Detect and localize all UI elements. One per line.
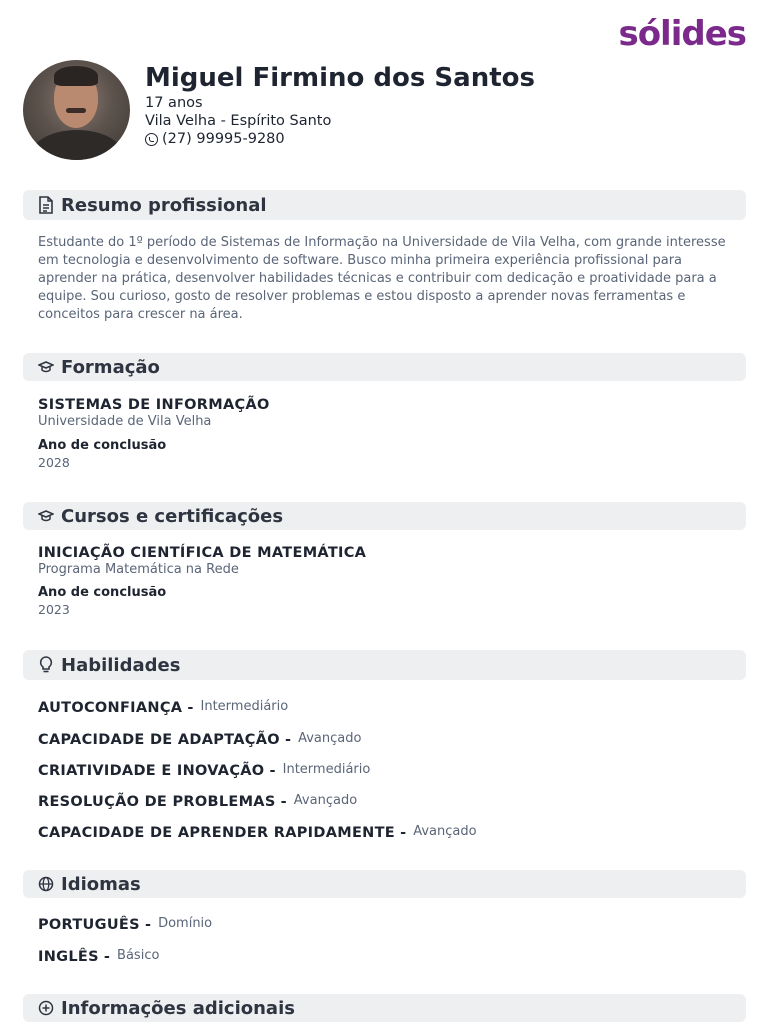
section-additional-header [23, 994, 746, 1022]
courses-completion-year: 2023 [38, 602, 70, 617]
language-item: INGLÊS - Básico [38, 948, 160, 965]
skill-item: CRIATIVIDADE E INOVAÇÃO - Intermediário [38, 762, 371, 779]
courses-institution: Programa Matemática na Rede [38, 562, 239, 577]
section-courses-title: Cursos e certificações [61, 505, 284, 527]
solides-logo: sólides [618, 14, 746, 54]
candidate-location: Vila Velha - Espírito Santo [145, 113, 332, 129]
globe-icon [37, 875, 55, 893]
section-education-title: Formação [61, 356, 160, 378]
profile-header [23, 60, 535, 160]
plus-circle-icon [37, 999, 55, 1017]
education-institution: Universidade de Vila Velha [38, 414, 212, 429]
skill-item: CAPACIDADE DE ADAPTAÇÃO - Avançado [38, 731, 362, 748]
candidate-phone [145, 130, 535, 148]
section-skills-header [23, 650, 746, 680]
education-completion-label: Ano de conclusão [38, 438, 167, 453]
section-summary-title: Resumo profissional [61, 194, 267, 216]
candidate-age: 17 anos [145, 95, 203, 111]
education-course: SISTEMAS DE INFORMAÇÃO [38, 397, 270, 413]
skill-item: RESOLUÇÃO DE PROBLEMAS - Avançado [38, 793, 358, 810]
section-skills-title: Habilidades [61, 654, 181, 676]
section-languages-header [23, 870, 746, 898]
phone-number: (27) 99995-9280 [162, 131, 285, 147]
courses-course: INICIAÇÃO CIENTÍFICA DE MATEMÁTICA [38, 545, 367, 561]
whatsapp-icon [145, 133, 158, 146]
lightbulb-icon [37, 656, 55, 674]
avatar [23, 60, 130, 160]
document-icon [37, 196, 55, 214]
skill-item: CAPACIDADE DE APRENDER RAPIDAMENTE - Avançado [38, 824, 477, 841]
section-additional-title: Informações adicionais [61, 997, 295, 1019]
candidate-name: Miguel Firmino dos Santos [145, 63, 535, 93]
section-summary-header [23, 190, 746, 220]
skill-item: AUTOCONFIANÇA - Intermediário [38, 699, 289, 716]
section-courses-header [23, 502, 746, 530]
graduation-cap-icon [37, 358, 55, 376]
summary-text: Estudante do 1º período de Sistemas de Informação na Universidade de Vila Velha, com grande interesse em tecnologia e desenvolvimento de software. Busco minha primeira experiência profissional para aprender na prática, desenvolver habilidades técnicas e contribuir com dedicação e proatividade para a equipe. Sou curioso, gosto de resolver problemas e estou disposto a aprender novas ferramentas e conceitos para crescer na área. [38, 235, 726, 322]
section-languages-title: Idiomas [61, 873, 141, 895]
courses-completion-label: Ano de conclusão [38, 585, 167, 600]
graduation-cap-icon [37, 507, 55, 525]
language-item: PORTUGUÊS - Domínio [38, 916, 213, 933]
section-education-header [23, 353, 746, 381]
profile-info [145, 60, 535, 148]
education-completion-year: 2028 [38, 455, 70, 470]
